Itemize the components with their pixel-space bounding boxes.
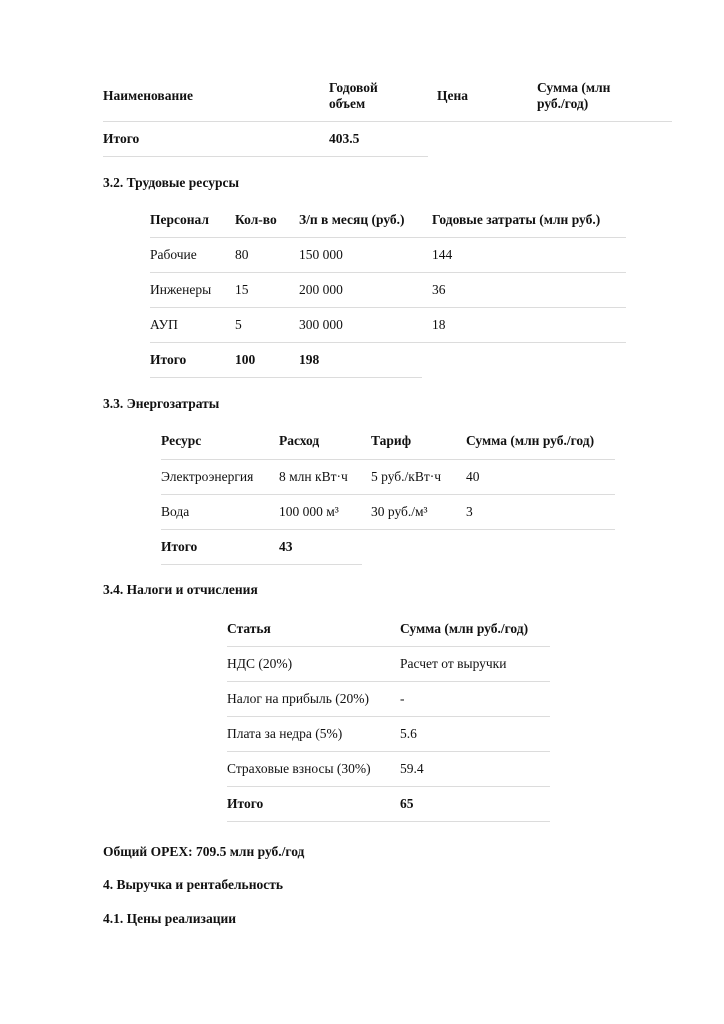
table-divider	[161, 459, 615, 460]
table-cell: 8 млн кВт·ч	[279, 469, 348, 484]
taxes-header-sum: Сумма (млн руб./год)	[400, 621, 529, 636]
table-cell: Страховые взносы (30%)	[227, 761, 371, 776]
table-divider	[227, 821, 550, 822]
labor-header-annual: Годовые затраты (млн руб.)	[432, 212, 601, 227]
table-cell: Рабочие	[150, 247, 197, 262]
table-cell: Итого	[227, 796, 264, 811]
table-cell: 3	[466, 504, 473, 519]
table-divider	[150, 307, 626, 308]
table-divider	[161, 494, 615, 495]
table-cell: 5.6	[400, 726, 417, 741]
table-cell: 198	[299, 352, 320, 367]
table-cell: Итого	[150, 352, 187, 367]
table-cell: -	[400, 691, 405, 706]
table-cell: 18	[432, 317, 446, 332]
taxes-header-item: Статья	[227, 621, 271, 636]
table-cell: Итого	[161, 539, 198, 554]
table-cell: НДС (20%)	[227, 656, 293, 671]
energy-header-consumption: Расход	[279, 433, 320, 448]
table-cell: 5	[235, 317, 242, 332]
section-heading-revenue: 4. Выручка и рентабельность	[103, 877, 283, 892]
table-divider	[161, 564, 362, 565]
energy-header-tariff: Тариф	[371, 433, 412, 448]
materials-header-volume: Годовой объем	[329, 80, 378, 111]
table-divider	[227, 681, 550, 682]
table-divider	[150, 377, 422, 378]
energy-header-resource: Ресурс	[161, 433, 202, 448]
table-cell: 40	[466, 469, 480, 484]
table-cell: 43	[279, 539, 293, 554]
table-cell: 150 000	[299, 247, 343, 262]
table-cell: 30 руб./м³	[371, 504, 428, 519]
table-cell: 144	[432, 247, 453, 262]
table-cell: 80	[235, 247, 249, 262]
table-divider	[103, 121, 672, 122]
materials-header-name: Наименование	[103, 88, 193, 103]
materials-total-volume: 403.5	[329, 131, 360, 146]
energy-header-sum: Сумма (млн руб./год)	[466, 433, 595, 448]
table-divider	[150, 272, 626, 273]
table-cell: Плата за недра (5%)	[227, 726, 343, 741]
table-divider	[227, 751, 550, 752]
materials-header-price: Цена	[437, 88, 469, 103]
section-heading-energy: 3.3. Энергозатраты	[103, 396, 220, 411]
opex-total: Общий OPEX: 709.5 млн руб./год	[103, 844, 305, 859]
labor-header-salary: З/п в месяц (руб.)	[299, 212, 405, 227]
table-cell: 15	[235, 282, 249, 297]
table-cell: 5 руб./кВт·ч	[371, 469, 442, 484]
table-divider	[227, 646, 550, 647]
table-cell: 100	[235, 352, 256, 367]
table-cell: Инженеры	[150, 282, 212, 297]
materials-total-label: Итого	[103, 131, 140, 146]
table-cell: 36	[432, 282, 446, 297]
table-cell: 65	[400, 796, 414, 811]
table-divider	[161, 529, 615, 530]
table-divider	[103, 156, 428, 157]
table-divider	[150, 237, 626, 238]
table-divider	[227, 786, 550, 787]
table-cell: Налог на прибыль (20%)	[227, 691, 369, 706]
table-cell: 100 000 м³	[279, 504, 339, 519]
table-cell: Расчет от выручки	[400, 656, 507, 671]
section-heading-taxes: 3.4. Налоги и отчисления	[103, 582, 258, 597]
table-cell: Вода	[161, 504, 190, 519]
section-heading-labor: 3.2. Трудовые ресурсы	[103, 175, 240, 190]
table-divider	[227, 716, 550, 717]
materials-header-sum: Сумма (млн руб./год)	[537, 80, 611, 111]
table-cell: 200 000	[299, 282, 343, 297]
labor-header-count: Кол-во	[235, 212, 277, 227]
table-cell: 300 000	[299, 317, 343, 332]
section-heading-prices: 4.1. Цены реализации	[103, 911, 237, 926]
table-cell: 59.4	[400, 761, 424, 776]
table-cell: АУП	[150, 317, 178, 332]
table-divider	[150, 342, 626, 343]
table-cell: Электроэнергия	[161, 469, 254, 484]
labor-header-personnel: Персонал	[150, 212, 209, 227]
